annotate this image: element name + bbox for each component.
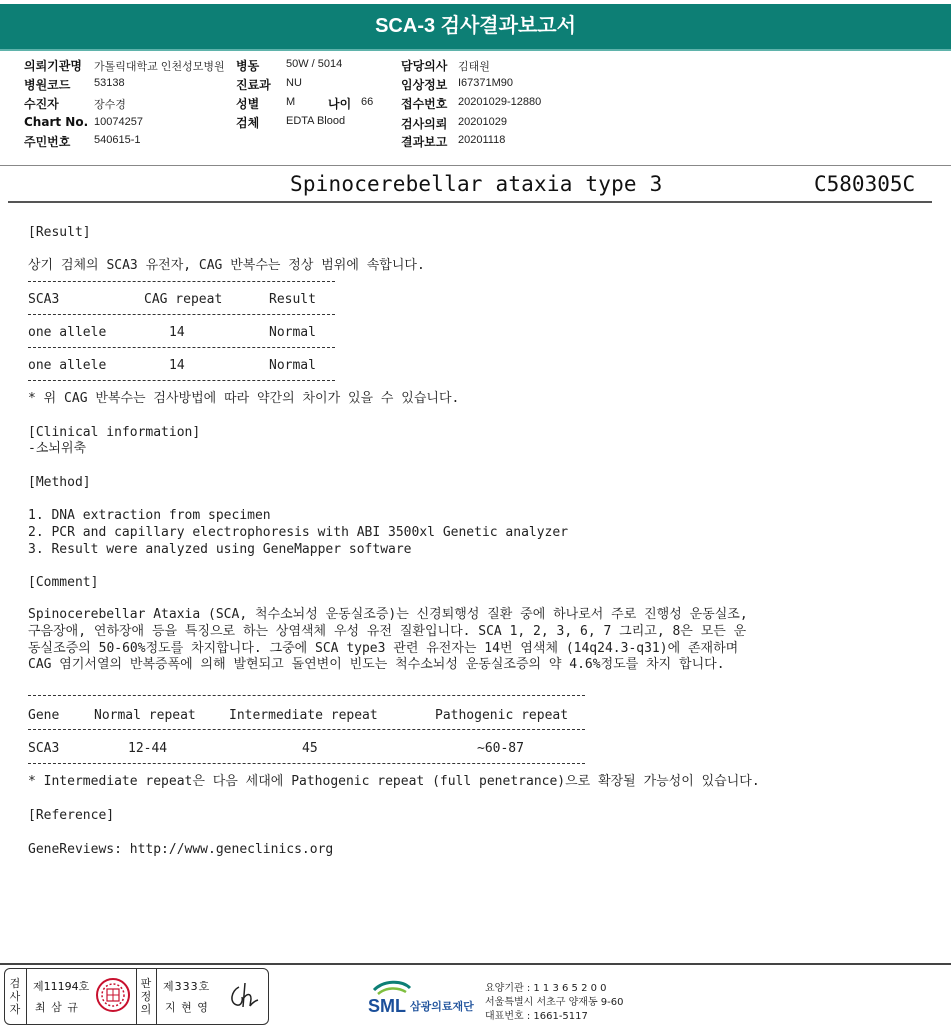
result-row-1-allele: one allele	[28, 325, 107, 340]
result-header-sca3: SCA3	[28, 292, 60, 307]
signature-box	[4, 968, 269, 1025]
resident-id-value: 540615-1	[94, 134, 141, 146]
department-value: NU	[286, 77, 302, 89]
clinical-info-value: I67371M90	[458, 77, 514, 89]
confirmer-license: 제333호	[163, 980, 211, 993]
signature-divider	[26, 969, 27, 1024]
doctor-label: 담당의사	[401, 59, 448, 73]
specimen-value: EDTA Blood	[286, 115, 346, 127]
signature-divider	[156, 969, 157, 1024]
request-date-label: 검사의뢰	[401, 117, 448, 131]
ward-value: 50W / 5014	[286, 58, 343, 70]
comment-heading: [Comment]	[28, 575, 99, 590]
method-step-3: 3. Result were analyzed using GeneMapper software	[28, 542, 412, 557]
org-institution-number: 요양기관 : 1 1 3 6 5 2 0 0	[485, 983, 607, 994]
hospital-label: 의뢰기관명	[24, 59, 82, 73]
reference-text: GeneReviews: http://www.geneclinics.org	[28, 842, 334, 857]
result-row-2-allele: one allele	[28, 358, 107, 373]
table-rule	[28, 763, 585, 764]
clinical-text: -소뇌위축	[28, 441, 87, 456]
clinical-heading: [Clinical information]	[28, 425, 201, 440]
examiner-license: 제11194호	[33, 980, 90, 993]
examiner-name: 최 삼 규	[35, 1001, 79, 1014]
heading-divider	[8, 201, 932, 203]
result-row-2-repeat: 14	[169, 358, 185, 373]
signature-divider	[136, 969, 137, 1024]
age-label: 나이	[328, 97, 352, 111]
table-rule	[28, 347, 335, 348]
table-rule	[28, 695, 585, 696]
gene-header-pathogenic: Pathogenic repeat	[435, 708, 569, 723]
reference-heading: [Reference]	[28, 808, 115, 823]
table-rule	[28, 380, 335, 381]
report-date-value: 20201118	[458, 134, 506, 146]
comment-line-4: CAG 염기서열의 반복증폭에 의해 발현되고 돌연변이 빈도는 척수소뇌성 운동실조증의 약 4.6%정도를 차지 합니다.	[28, 657, 725, 672]
receipt-number-value: 20201029-12880	[458, 96, 542, 108]
comment-line-3: 동실조증의 50-60%정도를 차지합니다. 그중에 SCA type3 관련 유전자는 14번 염색체 (14q24.3-q31)에 존재하며	[28, 641, 739, 656]
confirmer-name: 지 현 영	[165, 1001, 209, 1014]
gene-header-normal: Normal repeat	[94, 708, 196, 723]
hospital-code-label: 병원코드	[24, 78, 71, 92]
result-heading: [Result]	[28, 225, 91, 240]
result-header-cag: CAG repeat	[144, 292, 223, 307]
specimen-label: 검체	[236, 116, 260, 130]
org-address: 서울특별시 서초구 양재동 9-60	[485, 997, 624, 1008]
comment-line-1: Spinocerebellar Ataxia (SCA, 척수소뇌성 운동실조증)는 신경퇴행성 질환 중에 하나로서 주로 진행성 운동실조,	[28, 607, 748, 622]
info-divider	[0, 165, 951, 166]
gene-note: * Intermediate repeat은 다음 세대에 Pathogenic repeat (full penetrance)으로 확장될 가능성이 있습니다.	[28, 774, 760, 789]
resident-id-label: 주민번호	[24, 135, 71, 149]
confirmer-role-label: 판정의	[140, 977, 152, 1016]
result-header-result: Result	[269, 292, 316, 307]
sex-value: M	[286, 96, 296, 108]
sex-label: 성별	[236, 97, 260, 111]
test-code: C580305C	[814, 172, 916, 196]
result-row-1-repeat: 14	[169, 325, 185, 340]
org-phone: 대표번호 : 1661-5117	[485, 1011, 588, 1022]
sml-logo-name: 삼광의료재단	[410, 1000, 474, 1013]
department-label: 진료과	[236, 78, 271, 92]
chart-number-value: 10074257	[94, 116, 143, 128]
table-rule	[28, 281, 335, 282]
table-rule	[28, 314, 335, 315]
result-summary: 상기 검체의 SCA3 유전자, CAG 반복수는 정상 범위에 속합니다.	[28, 258, 425, 273]
examiner-seal-icon	[95, 977, 131, 1013]
title-underline	[0, 49, 951, 51]
method-heading: [Method]	[28, 475, 91, 490]
method-step-1: 1. DNA extraction from specimen	[28, 508, 271, 523]
table-rule	[28, 729, 585, 730]
comment-line-2: 구음장애, 연하장애 등을 특징으로 하는 상염색체 우성 유전 질환입니다. SCA 1, 2, 3, 6, 7 그리고, 8은 모든 운	[28, 624, 747, 639]
doctor-value: 김태원	[458, 61, 490, 73]
result-note: * 위 CAG 반복수는 검사방법에 따라 약간의 차이가 있을 수 있습니다.	[28, 391, 460, 406]
request-date-value: 20201029	[458, 116, 507, 128]
report-title: SCA-3 검사결과보고서	[0, 4, 951, 49]
gene-row-intermediate: 45	[302, 741, 318, 756]
report-date-label: 결과보고	[401, 135, 448, 149]
hospital-value: 가톨릭대학교 인천성모병원	[94, 61, 225, 73]
examiner-role-label: 검사자	[9, 977, 21, 1016]
gene-header-intermediate: Intermediate repeat	[229, 708, 378, 723]
ward-label: 병동	[236, 59, 260, 73]
hospital-code-value: 53138	[94, 77, 125, 89]
gene-row-gene: SCA3	[28, 741, 60, 756]
receipt-number-label: 접수번호	[401, 97, 448, 111]
clinical-info-label: 임상정보	[401, 78, 448, 92]
test-name: Spinocerebellar ataxia type 3	[290, 172, 663, 196]
footer-divider	[0, 963, 951, 965]
method-step-2: 2. PCR and capillary electrophoresis with ABI 3500xl Genetic analyzer	[28, 525, 569, 540]
result-row-1-result: Normal	[269, 325, 316, 340]
result-row-2-result: Normal	[269, 358, 316, 373]
gene-row-pathogenic: ~60-87	[477, 741, 524, 756]
age-value: 66	[361, 96, 374, 108]
patient-label: 수진자	[24, 97, 59, 111]
patient-value: 장수경	[94, 99, 126, 111]
gene-row-normal: 12-44	[128, 741, 168, 756]
gene-header-gene: Gene	[28, 708, 60, 723]
confirmer-signature-icon	[225, 979, 261, 1013]
chart-number-label: Chart No.	[24, 115, 89, 129]
sml-logo-short: SML	[368, 996, 406, 1016]
